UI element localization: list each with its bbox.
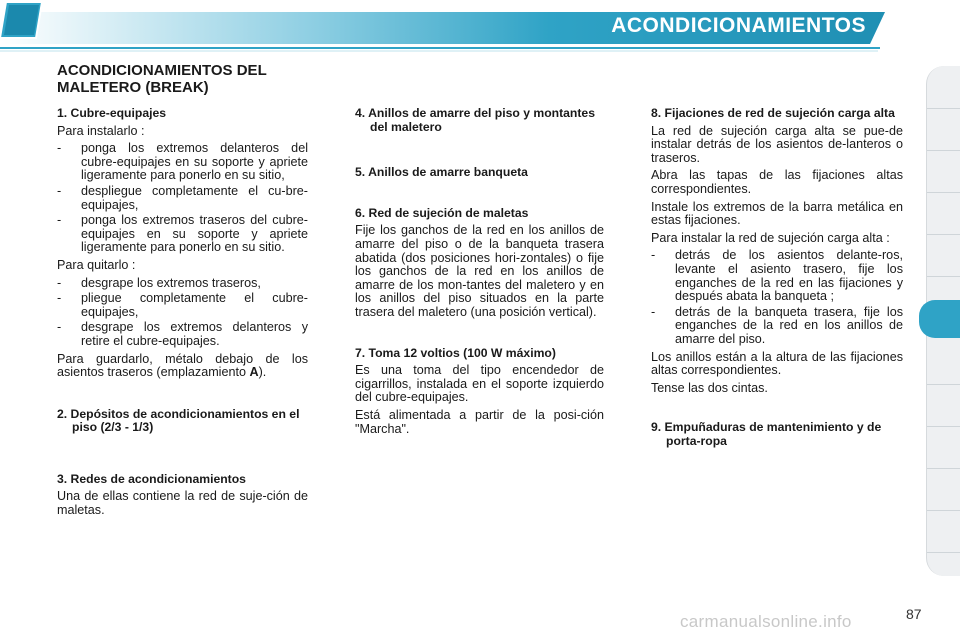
section-8-text-6: Tense las dos cintas. — [651, 380, 768, 395]
section-6-title: 6. Red de sujeción de maletas — [355, 205, 529, 220]
install-intro: Para instalarlo : — [57, 123, 145, 138]
section-5-title: 5. Anillos de amarre banqueta — [355, 165, 528, 180]
chapter-tab-3[interactable] — [927, 150, 960, 193]
list-item: - detrás de los asientos delante-ros, levante el asiento trasero, fije los enganches de la red en las fijaciones y después abata la banqueta ; — [651, 248, 903, 304]
section-4-title: 4. Anillos de amarre del piso y montantes del maletero — [355, 106, 595, 134]
column-right — [651, 107, 903, 452]
list-item: - despliegue completamente el cu-bre-equipajes, — [57, 183, 308, 212]
chapter-badge-icon — [0, 0, 44, 40]
chapter-tab-7[interactable] — [927, 342, 960, 385]
section-8-text-1: La red de sujeción carga alta se pue-de instalar detrás de los asientos de-lanteros o traseros. — [651, 123, 903, 165]
chapter-header — [0, 0, 960, 54]
location-ref: A — [249, 365, 259, 380]
chapter-tabs — [926, 66, 960, 576]
list-item: - pliegue completamente el cubre-equipajes, — [57, 291, 308, 319]
chapter-tab-9[interactable] — [927, 426, 960, 469]
section-9-title: 9. Empuñaduras de mantenimiento y de porta-ropa — [651, 420, 882, 448]
chapter-tab-5[interactable] — [927, 234, 960, 277]
list-item: - detrás de la banqueta trasera, fije los enganches de la red en los anillos de amarre del piso. — [651, 304, 903, 346]
section-3-title: 3. Redes de acondicionamientos — [57, 471, 246, 486]
section-7-text-1: Es una toma del tipo encendedor de cigarrillos, instalada en el soporte izquierdo del cubre-equipajes. — [355, 363, 604, 405]
chapter-tab-1[interactable] — [927, 66, 960, 109]
section-8-title: 8. Fijaciones de red de sujeción carga alta — [651, 106, 895, 120]
section-8-text-2: Abra las tapas de las fijaciones altas correspondientes. — [651, 168, 903, 196]
chapter-tab-2[interactable] — [927, 108, 960, 151]
chapter-tab-6-active[interactable] — [919, 300, 960, 338]
section-2-title: 2. Depósitos de acondicionamientos en el piso (2/3 - 1/3) — [57, 406, 300, 435]
page-number: 87 — [906, 606, 922, 622]
section-8-text-5: Los anillos están a la altura de las fijaciones altas correspondientes. — [651, 349, 903, 378]
list-item: - desgrape los extremos delanteros y retire el cubre-equipajes. — [57, 320, 308, 348]
section-1-title: 1. Cubre-equipajes — [57, 106, 167, 120]
column-left — [57, 107, 308, 522]
chapter-tab-8[interactable] — [927, 384, 960, 427]
section-7-title: 7. Toma 12 voltios (100 W máximo) — [355, 345, 556, 360]
section-8-text-3: Instale los extremos de la barra metálica en estas fijaciones. — [651, 199, 903, 228]
list-item: - desgrape los extremos traseros, — [57, 275, 261, 290]
store-paragraph: Para guardarlo, métalo debajo de los asientos traseros (emplazamiento A). — [57, 351, 308, 380]
chapter-number: 6 — [907, 16, 925, 49]
chapter-tab-4[interactable] — [927, 192, 960, 235]
section-6-text: Fije los ganchos de la red en los anillos de amarre del piso o de la banqueta trasera abatida (dos posiciones hori-zontales) o fije los ganchos de la red en los anillos de amarre de los mon-tantes del maletero y en los anillos del piso situados en la parte trasera del maletero (una posición vertical). — [355, 223, 604, 319]
section-8-text-4: Para instalar la red de sujeción carga alta : — [651, 230, 890, 245]
list-item: - ponga los extremos traseros del cubre-equipajes en su soporte y apriete ligeramente para ponerlo en su sitio. — [57, 213, 308, 255]
column-middle — [355, 107, 604, 440]
remove-intro: Para quitarlo : — [57, 257, 136, 272]
section-3-text: Una de ellas contiene la red de suje-ción de maletas. — [57, 489, 308, 518]
chapter-title: ACONDICIONAMIENTOS — [611, 14, 866, 37]
section-7-text-2: Está alimentada a partir de la posi-ción "Marcha". — [355, 407, 604, 436]
page-title: ACONDICIONAMIENTOS DEL MALETERO (BREAK) — [57, 62, 267, 96]
chapter-tab-11[interactable] — [927, 510, 960, 553]
list-item: - ponga los extremos delanteros del cubre-equipajes en su soporte y apriete ligeramente para ponerlo en su sitio, — [57, 141, 308, 183]
chapter-tab-10[interactable] — [927, 468, 960, 511]
watermark: carmanualsonline.info — [680, 612, 852, 631]
